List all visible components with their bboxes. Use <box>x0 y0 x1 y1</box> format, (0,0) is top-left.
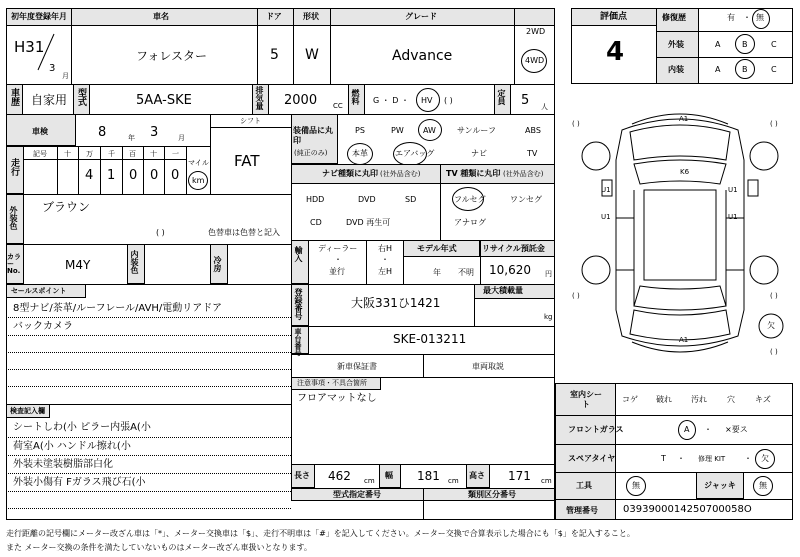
spare-dot-1: ・ <box>677 454 685 463</box>
ext-c: C <box>771 40 777 49</box>
capacity-unit: 人 <box>541 103 548 111</box>
capacity-value: 5 <box>521 93 530 108</box>
inspection-label: 車検 <box>32 127 48 136</box>
inspection-month-unit: 月 <box>178 134 185 142</box>
seat-scratch: キズ <box>755 395 771 404</box>
diagram-bracket-5: ( ) <box>770 348 778 356</box>
digit-label-3: 百 <box>129 150 136 158</box>
grade-value: Advance <box>392 48 453 64</box>
diagram-u1-right2: U1 <box>728 213 738 221</box>
fuel-options: G ・ D ・ <box>373 96 409 105</box>
mileage-digit-0: 4 <box>85 168 94 183</box>
spare-tire-label: スペアタイヤ <box>568 454 616 463</box>
new-warranty-label: 新車保証書 <box>337 362 377 371</box>
digit-label-2: 千 <box>108 150 115 158</box>
interior-label: 内装 <box>668 65 684 74</box>
windshield-dot: ・ <box>704 425 712 434</box>
equip-airbag: エアバッグ <box>395 149 435 158</box>
shape-label: 形状 <box>303 12 319 21</box>
mileage-digit-3: 0 <box>150 168 159 183</box>
windshield-label: フロントガラス <box>568 425 624 434</box>
equip-tv: TV <box>527 149 538 158</box>
ext-b: B <box>742 40 748 49</box>
diagram-u1-left2: U1 <box>601 213 611 221</box>
reg-month: 3 <box>49 63 56 74</box>
mileage-label: 走行 <box>9 158 19 176</box>
diagram-u1-left1: U1 <box>601 186 611 194</box>
equip-aw: AW <box>423 126 436 135</box>
shift-label: シフト <box>240 117 261 125</box>
int-a: A <box>715 65 721 74</box>
tv-type-sub: (社外品含む) <box>503 170 544 178</box>
max-load-unit: kg <box>544 313 553 321</box>
length-value: 462 <box>328 469 351 483</box>
diagram-bracket-3: ( ) <box>572 292 580 300</box>
diagram-ketsu: 欠 <box>767 321 775 330</box>
nav-dvd-play: DVD 再生可 <box>346 218 391 227</box>
diagram-a1-bottom: A1 <box>679 336 689 344</box>
nav-type-sub: (社外品含む) <box>380 170 421 178</box>
nav-dvd: DVD <box>358 195 376 204</box>
fuel-paren: ( ) <box>444 96 453 105</box>
model-year-label: モデル年式 <box>417 244 457 253</box>
model-value: 5AA-SKE <box>136 93 192 108</box>
inspector-line-2: 荷室A(小 ハンドル擦れ(小 <box>13 441 131 452</box>
height-label: 高さ <box>469 471 485 480</box>
seat-stain: 汚れ <box>691 395 707 404</box>
interior-color-label: 内装色 <box>130 250 139 274</box>
inspector-line-1: シートしわ(小 ピラー内張A(小 <box>13 422 151 433</box>
door-value: 5 <box>270 47 279 63</box>
color-code-label: カラーNo. <box>7 253 21 275</box>
color-note: 色替車は色替と記入 <box>208 228 280 237</box>
import-dot: ・ <box>334 255 342 264</box>
grade-label: グレード <box>405 12 437 21</box>
capacity-label: 定員 <box>497 89 506 105</box>
equip-navi: ナビ <box>471 149 487 158</box>
color-paren: ( ) <box>156 228 165 237</box>
tv-oneseg: ワンセグ <box>510 195 542 204</box>
registration-label: 登録番号 <box>294 288 303 320</box>
width-label: 幅 <box>385 471 393 480</box>
shift-value: FAT <box>234 152 260 170</box>
mileage-digit-2: 0 <box>129 168 138 183</box>
mileage-digit-4: 0 <box>171 168 180 183</box>
height-unit: cm <box>541 477 552 485</box>
spare-t: T <box>661 454 666 463</box>
windshield-x: ×要ス <box>725 425 748 434</box>
import-left-h: 左H <box>378 267 393 276</box>
digit-label-0: 十 <box>64 150 71 158</box>
shape-value: W <box>305 47 319 63</box>
width-value: 181 <box>417 469 440 483</box>
model-label: 型式 <box>76 88 86 106</box>
length-unit: cm <box>364 477 375 485</box>
tools-value: 無 <box>632 481 640 490</box>
inspection-year: 8 <box>98 125 107 140</box>
repair-label: 修復歴 <box>662 13 686 22</box>
digit-label-5: 一 <box>172 150 179 158</box>
reg-month-unit: 月 <box>62 72 69 80</box>
registration-value: 大阪331ひ1421 <box>351 296 441 310</box>
diagram-u1-right1: U1 <box>728 186 738 194</box>
management-label: 管理番号 <box>566 506 598 515</box>
max-load-label: 最大積載量 <box>483 286 523 295</box>
nav-sd: SD <box>405 195 417 204</box>
inspection-year-unit: 年 <box>128 134 135 142</box>
chassis-label: 車台番号 <box>294 328 302 356</box>
inspector-line-4: 外装小傷有 Fガラス飛び石(小 <box>13 477 146 488</box>
tv-fullseg: フルセグ <box>454 195 486 204</box>
nav-hdd: HDD <box>306 195 325 204</box>
exterior-label: 外装 <box>668 40 684 49</box>
cooler-label: 冷房 <box>213 256 222 272</box>
nav-cd: CD <box>310 218 322 227</box>
eval-label: 評価点 <box>600 12 628 22</box>
inspection-month: 3 <box>150 125 159 140</box>
import-parallel: 並行 <box>329 267 345 276</box>
chassis-value: SKE-013211 <box>393 332 467 346</box>
repair-dot: ・ <box>743 13 751 22</box>
jack-label: ジャッキ <box>704 481 736 490</box>
tv-type-label: TV 種類に丸印 <box>446 169 501 178</box>
reg-era: H31 <box>14 38 45 56</box>
inspector-line-3: 外装未塗装樹脂部白化 <box>13 459 113 470</box>
model-year-value: 不明 <box>458 268 474 277</box>
diagram-a1-top: A1 <box>679 115 689 123</box>
seat-label: 室内シート <box>570 390 602 410</box>
type-designation-label: 型式指定番号 <box>333 490 381 499</box>
tv-analog: アナログ <box>454 218 486 227</box>
digit-label-1: 万 <box>86 150 93 158</box>
mileage-heading: 記号 <box>33 150 47 158</box>
tools-label: 工具 <box>576 481 592 490</box>
equip-abs: ABS <box>525 126 541 135</box>
class-number-label: 類別区分番号 <box>468 490 516 499</box>
import-dot-2: ・ <box>381 255 389 264</box>
fuel-label: 燃料 <box>351 89 360 105</box>
equip-leather: 本革 <box>352 149 368 158</box>
sales-point-line-2: バックカメラ <box>13 321 73 332</box>
import-right-h: 右H <box>378 244 393 253</box>
jack-value: 無 <box>759 481 767 490</box>
equip-pw: PW <box>391 126 404 135</box>
diagram-bracket-4: ( ) <box>770 292 778 300</box>
car-name-value: フォレスター <box>136 49 208 63</box>
color-code-value: M4Y <box>65 258 91 272</box>
caution-value: フロアマットなし <box>297 393 377 404</box>
windshield-a: A <box>684 425 690 434</box>
import-dealer: ディーラー <box>318 244 358 253</box>
eval-score: 4 <box>606 37 625 67</box>
equip-ps: PS <box>355 126 365 135</box>
length-label: 長さ <box>294 471 310 480</box>
fuel-selected: HV <box>421 96 433 105</box>
inspector-label: 検査記入欄 <box>10 407 45 415</box>
recycle-value: 10,620 <box>489 263 531 277</box>
mileage-unit: km <box>192 176 205 185</box>
digit-label-4: 十 <box>150 150 157 158</box>
reg-year-label: 初年度登録年月 <box>11 12 67 21</box>
recycle-label: リサイクル預託金 <box>482 244 545 253</box>
spare-kit: 修理 KIT <box>698 455 726 463</box>
model-year-unit: 年 <box>433 268 441 277</box>
displacement-label: 排気量 <box>255 86 264 110</box>
color-value: ブラウン <box>42 200 91 214</box>
diagram-ku: K6 <box>680 168 690 176</box>
footer-note-2: また メーター交換の条件を満たしていないものはメーター改ざん車扱いとなります。 <box>6 543 312 552</box>
repair-nashi: 無 <box>756 13 764 22</box>
use-label: 車歴 <box>9 88 19 106</box>
import-label: 輸入 <box>294 246 303 262</box>
recycle-unit: 円 <box>545 270 552 278</box>
equipment-sub: (純正のみ) <box>294 149 328 157</box>
diagram-bracket-1: ( ) <box>572 120 580 128</box>
footer-note-1: 走行距離の記号欄にメーター改ざん車は「*」、メーター交換車は「$」、走行不明車は「#」を記入してください。メーター交換で合算表示した場合にも「$」を記入すること。 <box>6 529 635 538</box>
door-label: ドア <box>266 12 282 21</box>
diagram-bracket-2: ( ) <box>770 120 778 128</box>
nav-type-label: ナビ種類に丸印 <box>322 169 378 178</box>
caution-label: 注意事項・不具合箇所 <box>297 379 367 387</box>
sales-points-label: セールスポイント <box>11 287 67 295</box>
ext-a: A <box>715 40 721 49</box>
drive-2wd: 2WD <box>526 27 546 36</box>
car-name-label: 車名 <box>153 12 169 21</box>
mileage-digit-1: 1 <box>107 168 116 183</box>
width-unit: cm <box>448 477 459 485</box>
int-c: C <box>771 65 777 74</box>
displacement-value: 2000 <box>284 93 318 108</box>
manual-label: 車両取説 <box>472 362 504 371</box>
use-value: 自家用 <box>31 93 68 107</box>
drive-4wd: 4WD <box>525 56 545 65</box>
management-value: 0393900014250700058O <box>623 504 752 515</box>
int-b: B <box>742 65 748 74</box>
seat-burn: コゲ <box>622 395 638 404</box>
spare-none: 欠 <box>761 454 769 463</box>
seat-hole: 穴 <box>727 395 735 404</box>
equipment-label: 装備品に丸印 <box>293 126 333 145</box>
sales-point-line-1: 8型ナビ/茶革/ルーフレール/AVH/電動リアドア <box>13 303 223 314</box>
height-value: 171 <box>508 469 531 483</box>
repair-ari: 有 <box>727 13 735 22</box>
displacement-unit: CC <box>333 102 343 110</box>
color-label: 外装色 <box>9 206 18 230</box>
mileage-unit-top: マイル <box>188 159 209 167</box>
equip-sunroof: サンルーフ <box>457 126 496 135</box>
spare-dot-2: ・ <box>744 454 752 463</box>
seat-tear: 破れ <box>656 395 672 404</box>
